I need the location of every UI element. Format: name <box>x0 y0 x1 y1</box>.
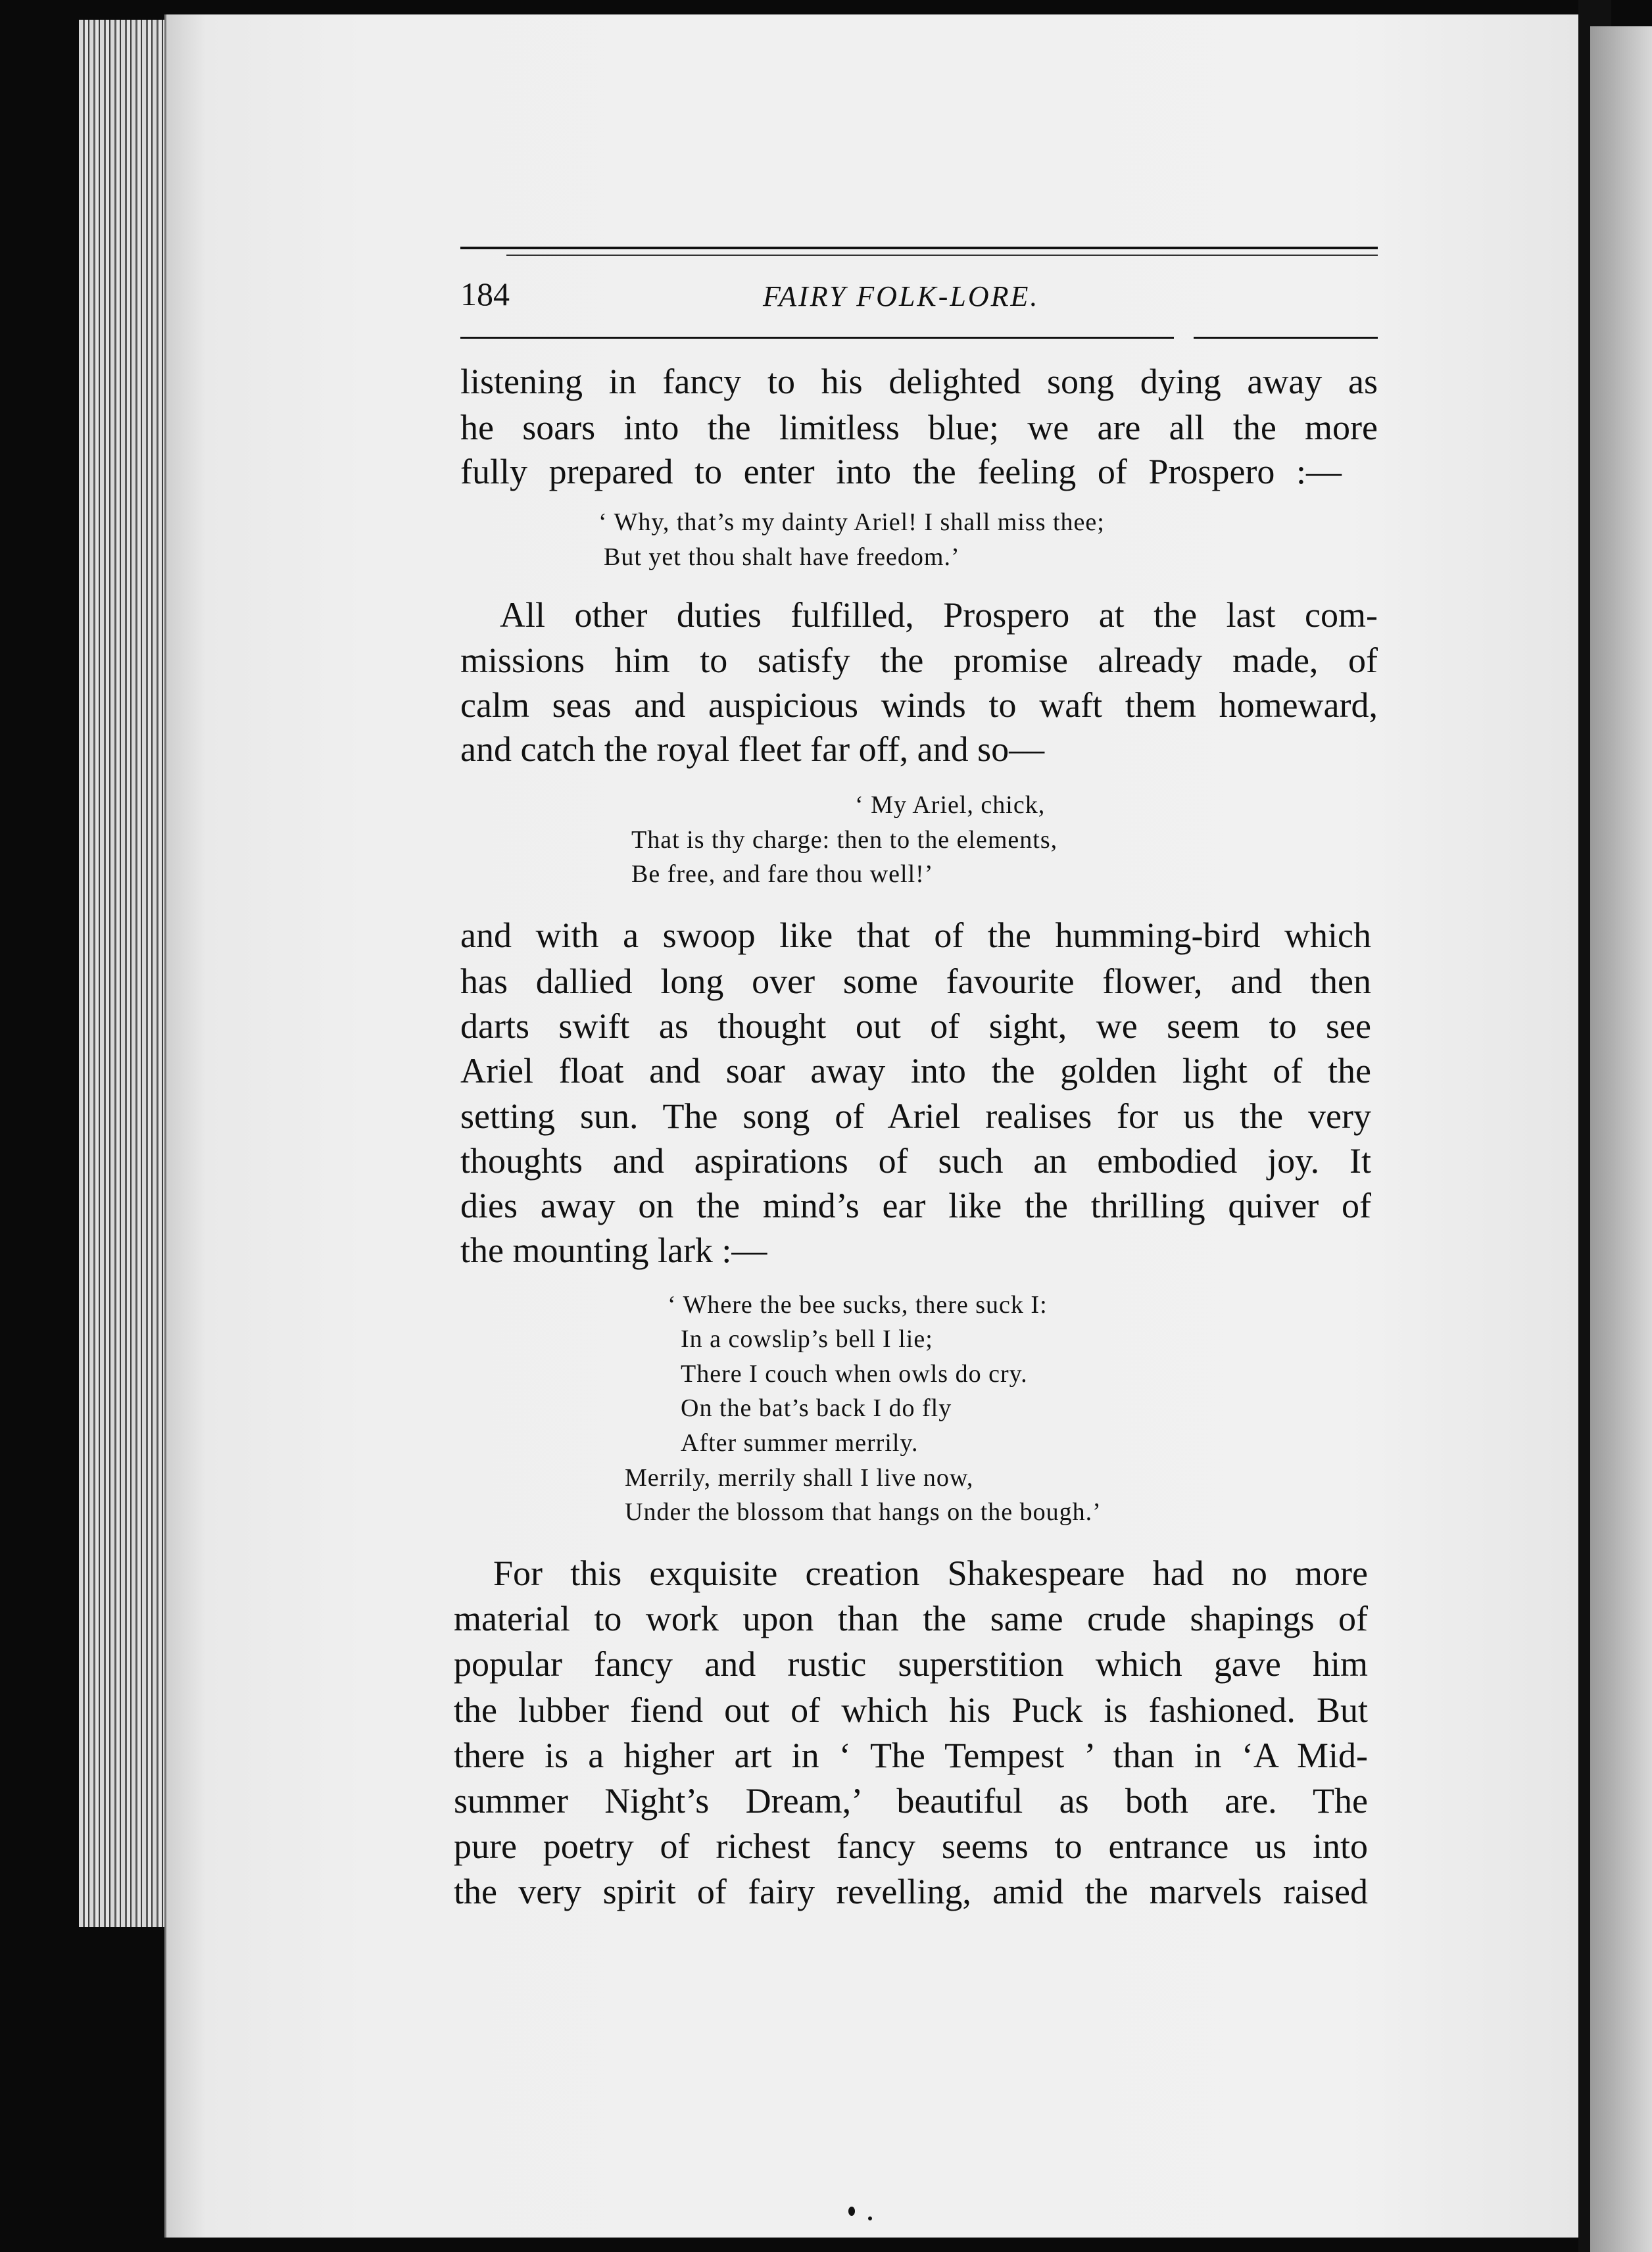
verse-line: On the bat’s back I do fly <box>681 1394 952 1422</box>
text-line: the very spirit of fairy revelling, amid the marvels raised <box>454 1872 1368 1911</box>
text-line: and catch the royal fleet far off, and so— <box>460 729 1045 769</box>
verse-line: ‘ Why, that’s my dainty Ariel! I shall miss thee; <box>598 508 1105 536</box>
text-line: All other duties fulfilled, Prospero at the last com- <box>500 595 1378 635</box>
verse-line: ‘ Where the bee sucks, there suck I: <box>668 1291 1048 1319</box>
text-line: pure poetry of richest fancy seems to entrance us into <box>454 1826 1368 1866</box>
text-line: calm seas and auspicious winds to waft them homeward, <box>460 685 1378 725</box>
verse-line: There I couch when owls do cry. <box>681 1360 1028 1388</box>
text-line: Ariel float and soar away into the golden light of the <box>460 1051 1371 1090</box>
text-line: material to work upon than the same crude shapings of <box>454 1599 1368 1638</box>
text-line: he soars into the limitless blue; we are all the more <box>460 408 1378 447</box>
verse-line: Under the blossom that hangs on the bough.’ <box>625 1498 1102 1526</box>
text-line: missions him to satisfy the promise already made, of <box>460 641 1378 680</box>
verse-line: Merrily, merrily shall I live now, <box>625 1464 974 1492</box>
text-line: listening in fancy to his delighted song dying away as <box>460 362 1378 401</box>
scan-speck <box>868 2216 872 2220</box>
text-line: setting sun. The song of Ariel realises for us the very <box>460 1096 1371 1136</box>
header-rule <box>460 247 1378 249</box>
text-line: dies away on the mind’s ear like the thrilling quiver of <box>460 1186 1371 1225</box>
title-underline-right <box>1194 337 1378 339</box>
running-title: FAIRY FOLK-LORE. <box>763 280 1040 312</box>
text-line: fully prepared to enter into the feeling of Prospero :— <box>460 452 1342 491</box>
text-line: the mounting lark :— <box>460 1231 767 1270</box>
verse-line: ‘ My Ariel, chick, <box>855 791 1046 819</box>
verse-line: That is thy charge: then to the elements, <box>631 826 1058 854</box>
page-number: 184 <box>460 276 510 312</box>
verse-line: In a cowslip’s bell I lie; <box>681 1325 933 1353</box>
text-line: summer Night’s Dream,’ beautiful as both are. The <box>454 1781 1368 1821</box>
text-line: thoughts and aspirations of such an embodied joy. It <box>460 1141 1371 1181</box>
text-line: there is a higher art in ‘ The Tempest ’ than in ‘A Mid- <box>454 1736 1368 1775</box>
title-underline-left <box>460 337 1174 339</box>
scan-speck <box>848 2207 855 2216</box>
verse-line: Be free, and fare thou well!’ <box>631 860 934 888</box>
text-line: For this exquisite creation Shakespeare had no more <box>493 1554 1368 1593</box>
text-line: popular fancy and rustic superstition which gave him <box>454 1644 1368 1684</box>
verse-line: After summer merrily. <box>681 1429 919 1457</box>
book-page-edges <box>79 20 171 1927</box>
text-line: the lubber fiend out of which his Puck is fashioned. But <box>454 1690 1368 1730</box>
verse-line: But yet thou shalt have freedom.’ <box>604 543 960 571</box>
header-rule-thin <box>506 255 1378 256</box>
text-line: has dallied long over some favourite flower, and then <box>460 962 1371 1001</box>
adjacent-page-edge <box>1590 26 1652 2252</box>
text-line: and with a swoop like that of the humming-bird which <box>460 916 1371 955</box>
text-line: darts swift as thought out of sight, we seem to see <box>460 1006 1371 1046</box>
